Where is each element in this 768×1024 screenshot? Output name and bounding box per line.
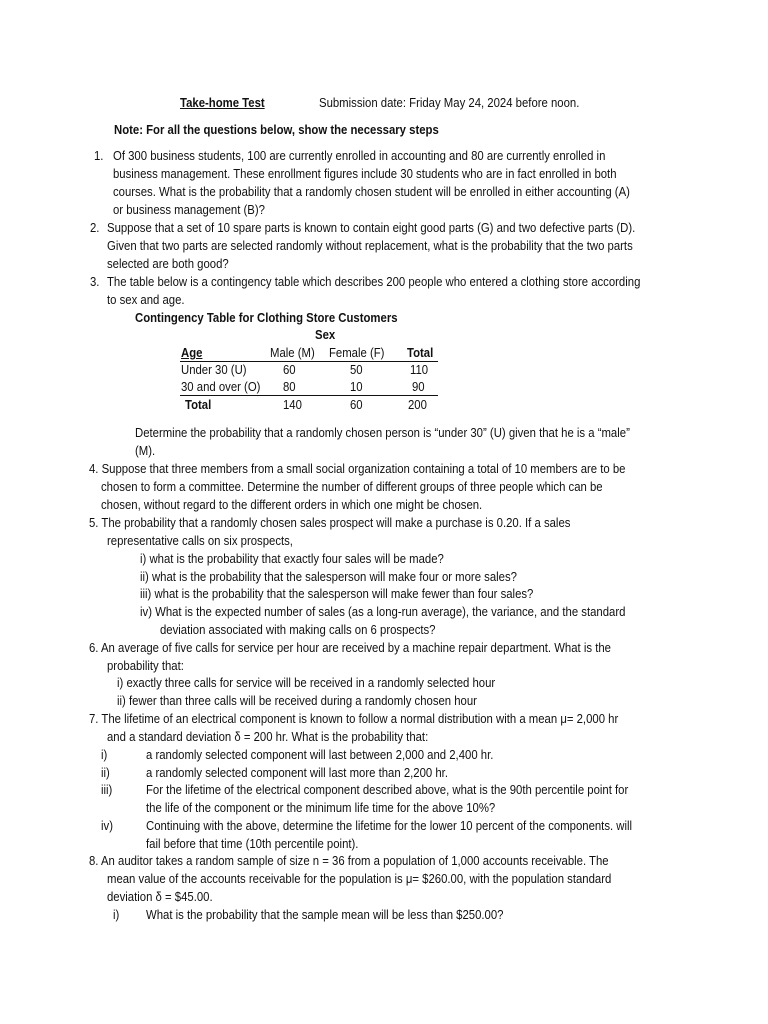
table-cell: 200	[408, 397, 427, 412]
table-group-header: Sex	[315, 327, 336, 342]
q7-text-line: 7. The lifetime of an electrical component is known to follow a normal distribution with a mean μ= 2,000 hr	[89, 711, 619, 726]
q7-item-label: i)	[101, 747, 108, 762]
q6-subitem: ii) fewer than three calls will be received during a randomly chosen hour	[117, 693, 477, 708]
q8-text-line: 8. An auditor takes a random sample of size n = 36 from a population of 1,000 accounts receivable. The	[89, 853, 609, 868]
q4-text-line: chosen to form a committee. Determine the number of different groups of three people which can be	[101, 479, 603, 494]
instructions-note: Note: For all the questions below, show the necessary steps	[114, 122, 439, 137]
q7-item-text: For the lifetime of the electrical component described above, what is the 90th percentile point for	[146, 782, 629, 797]
table-total-rule	[180, 395, 438, 396]
q3-followup-line: Determine the probability that a randomly chosen person is “under 30” (U) given that he is a “male”	[135, 425, 630, 440]
q5-subitem: deviation associated with making calls on 6 prospects?	[160, 622, 436, 637]
table-cell: Total	[185, 397, 212, 412]
q2-text-line: Given that two parts are selected randomly without replacement, what is the probability that the two parts	[107, 238, 633, 253]
q1-number: 1.	[94, 148, 104, 163]
q7-item-text: fail before that time (10th percentile point).	[146, 836, 359, 851]
table-cell: 60	[350, 397, 363, 412]
table-cell: 50	[350, 362, 363, 377]
q8-item-text: What is the probability that the sample mean will be less than $250.00?	[146, 907, 504, 922]
q5-subitem: iv) What is the expected number of sales (as a long-run average), the variance, and the standard	[140, 604, 626, 619]
table-cell: 110	[410, 362, 429, 377]
table-cell: 60	[283, 362, 296, 377]
q2-number: 2.	[90, 220, 100, 235]
table-cell: 80	[283, 379, 296, 394]
q6-text-line: 6. An average of five calls for service per hour are received by a machine repair department. What is the	[89, 640, 611, 655]
table-cell: 10	[350, 379, 363, 394]
submission-date: Submission date: Friday May 24, 2024 before noon.	[319, 95, 580, 110]
table-cell: Under 30 (U)	[181, 362, 247, 377]
q5-subitem: ii) what is the probability that the salesperson will make four or more sales?	[140, 569, 517, 584]
table-title: Contingency Table for Clothing Store Customers	[135, 310, 398, 325]
q7-item-text: Continuing with the above, determine the lifetime for the lower 10 percent of the components. will	[146, 818, 633, 833]
q3-followup-line: (M).	[135, 443, 156, 458]
q5-text-line: representative calls on six prospects,	[107, 533, 293, 548]
q1-text-line: courses. What is the probability that a randomly chosen student will be enrolled in either accounting (A)	[113, 184, 630, 199]
q2-text-line: selected are both good?	[107, 256, 229, 271]
q8-text-line: mean value of the accounts receivable for the population is μ= $260.00, with the population standard	[107, 871, 612, 886]
q3-text-line: The table below is a contingency table which describes 200 people who entered a clothing store according	[107, 274, 641, 289]
q6-subitem: i) exactly three calls for service will be received in a randomly selected hour	[117, 675, 496, 690]
q4-text-line: chosen, without regard to the different orders in which one might be chosen.	[101, 497, 483, 512]
q7-item-label: iii)	[101, 782, 113, 797]
table-cell: 140	[283, 397, 302, 412]
q7-item-text: a randomly selected component will last between 2,000 and 2,400 hr.	[146, 747, 494, 762]
q1-text-line: Of 300 business students, 100 are currently enrolled in accounting and 80 are currently enrolled in	[113, 148, 606, 163]
q7-text-line: and a standard deviation δ = 200 hr. What is the probability that:	[107, 729, 429, 744]
q3-number: 3.	[90, 274, 100, 289]
q7-item-label: ii)	[101, 765, 110, 780]
table-header-female: Female (F)	[329, 345, 385, 360]
table-header-total: Total	[407, 345, 434, 360]
q2-text-line: Suppose that a set of 10 spare parts is known to contain eight good parts (G) and two defective parts (D).	[107, 220, 636, 235]
q5-subitem: iii) what is the probability that the salesperson will make fewer than four sales?	[140, 586, 534, 601]
table-cell: 30 and over (O)	[181, 379, 261, 394]
q7-item-label: iv)	[101, 818, 113, 833]
q6-text-line: probability that:	[107, 658, 184, 673]
q1-text-line: or business management (B)?	[113, 202, 265, 217]
table-cell: 90	[412, 379, 425, 394]
q8-text-line: deviation δ = $45.00.	[107, 889, 213, 904]
q8-item-label: i)	[113, 907, 120, 922]
q4-text-line: 4. Suppose that three members from a small social organization containing a total of 10 members are to be	[89, 461, 626, 476]
q7-item-text: a randomly selected component will last more than 2,200 hr.	[146, 765, 448, 780]
table-header-male: Male (M)	[270, 345, 315, 360]
q1-text-line: business management. These enrollment figures include 30 students who are in fact enrolled in both	[113, 166, 617, 181]
test-title: Take-home Test	[180, 95, 265, 110]
q7-item-text: the life of the component or the minimum life time for the above 10%?	[146, 800, 496, 815]
q3-text-line: to sex and age.	[107, 292, 185, 307]
q5-text-line: 5. The probability that a randomly chosen sales prospect will make a purchase is 0.20. If a sales	[89, 515, 571, 530]
q5-subitem: i) what is the probability that exactly four sales will be made?	[140, 551, 444, 566]
table-header-age: Age	[181, 345, 203, 360]
